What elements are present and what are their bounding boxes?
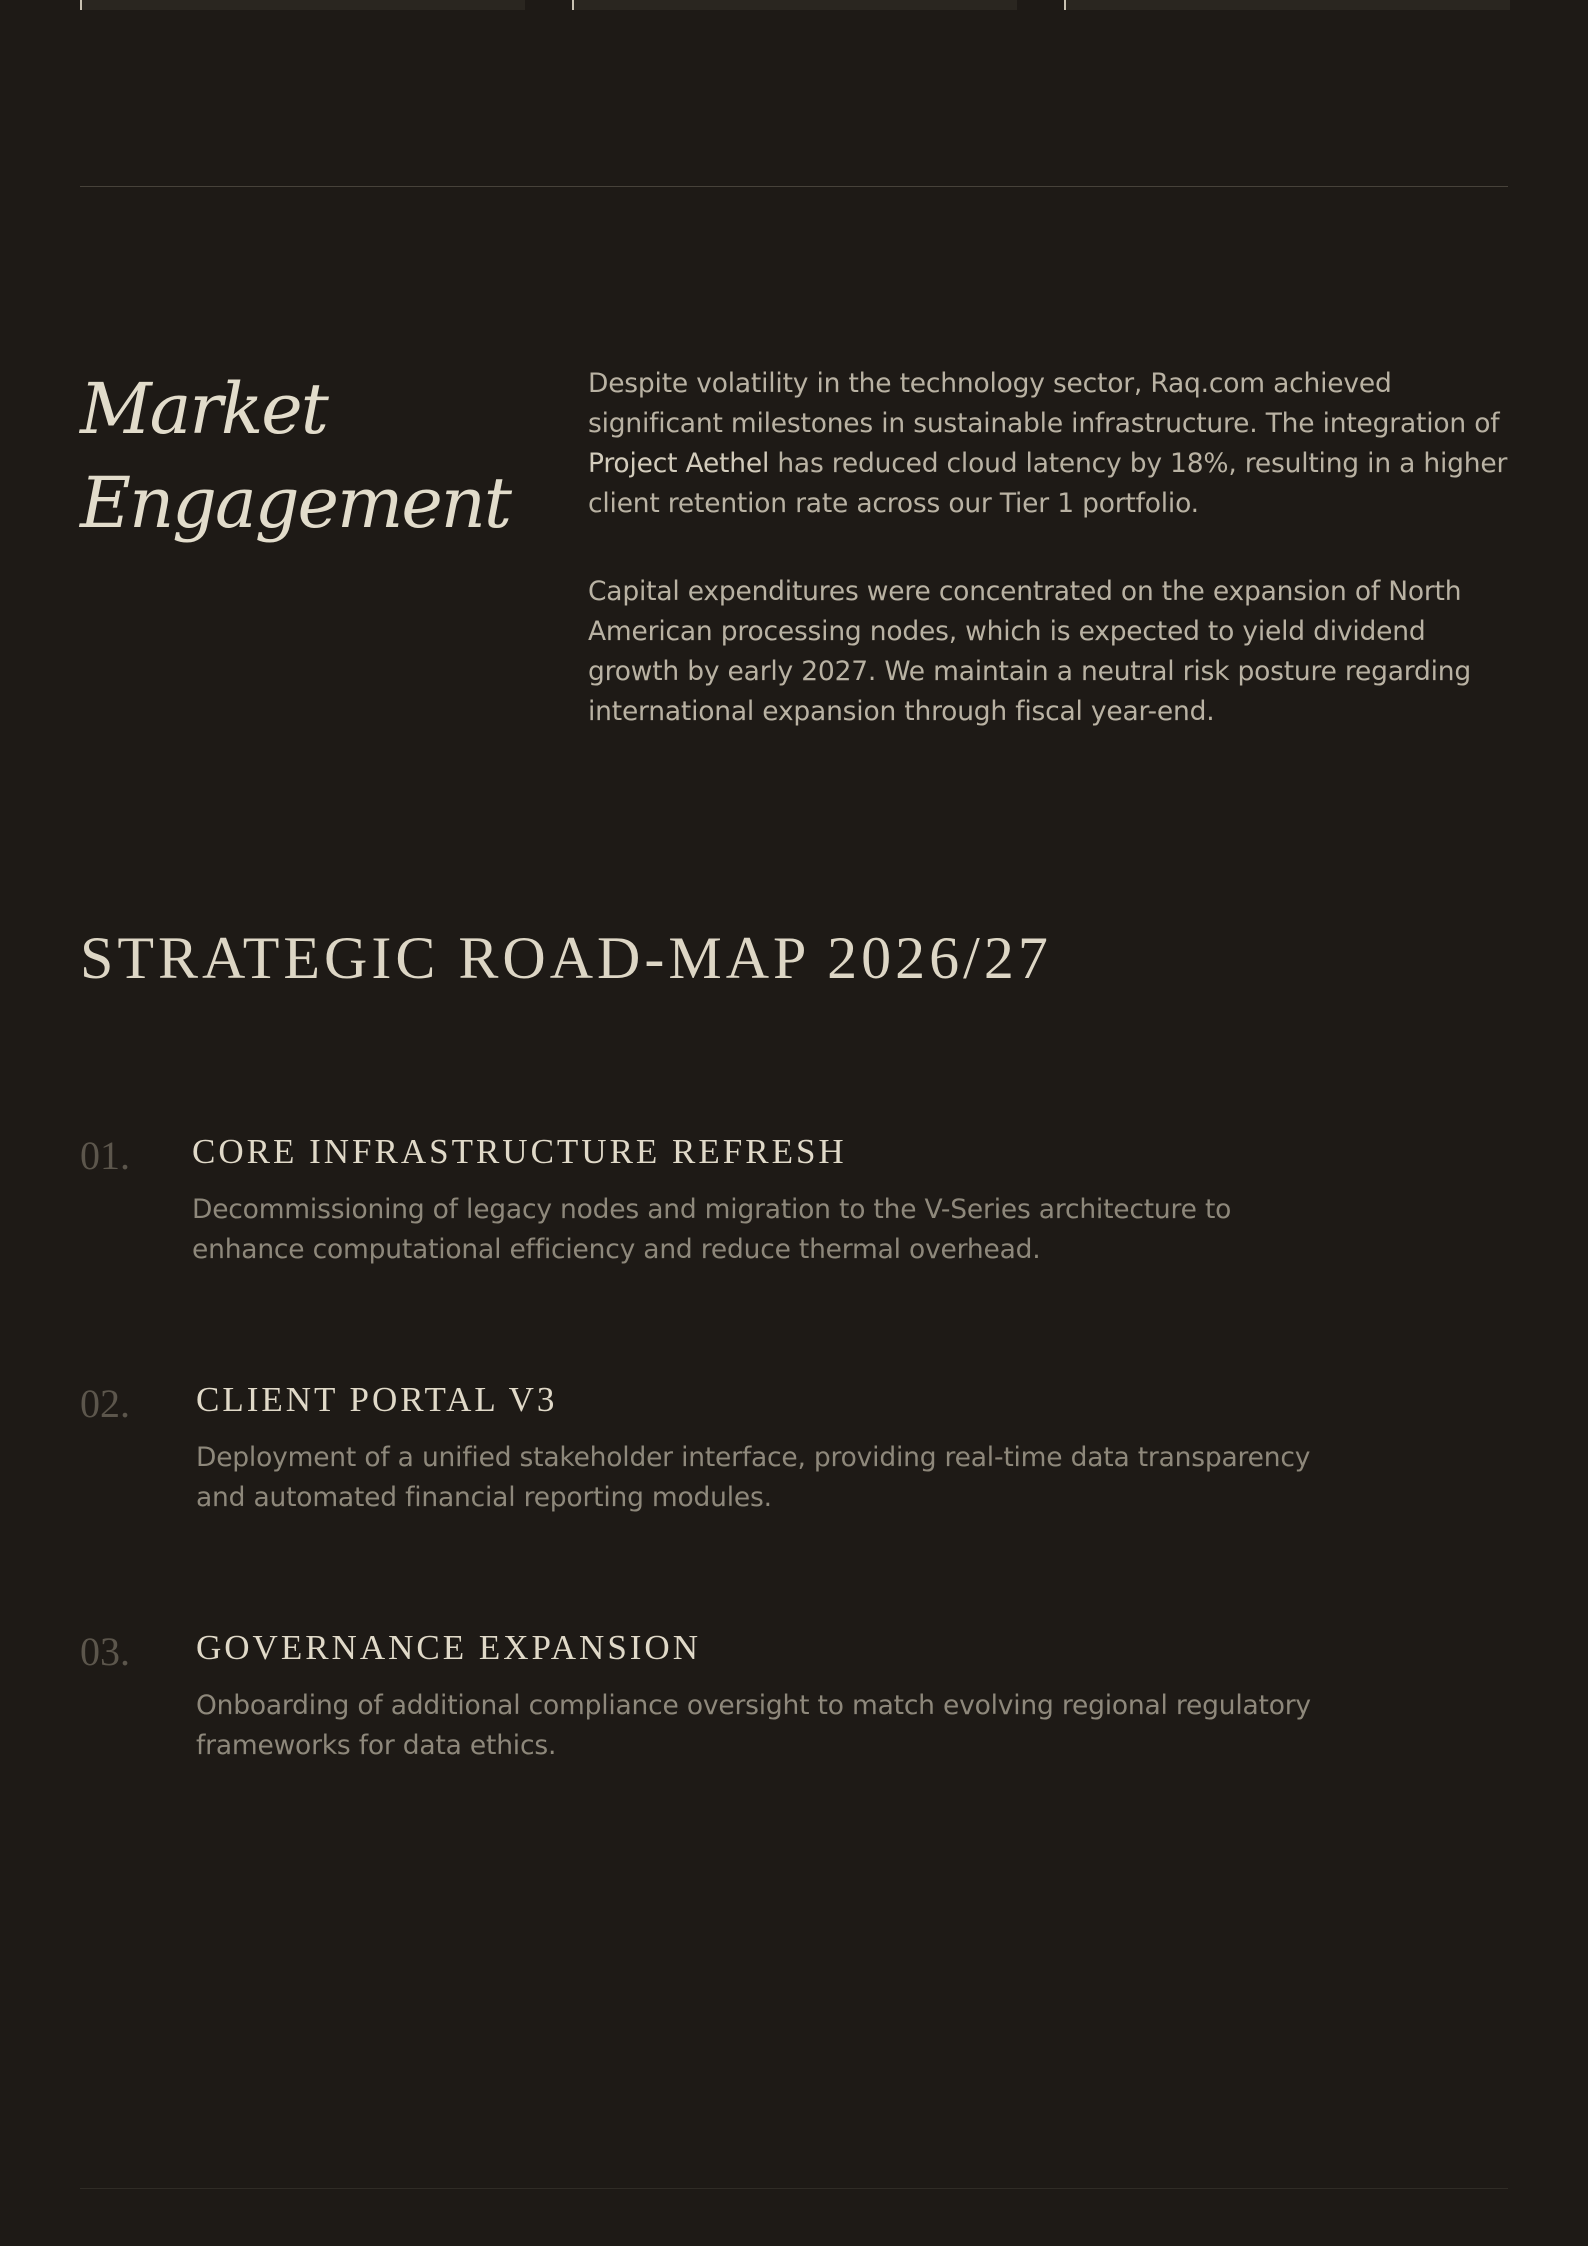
roadmap-item — [80, 1624, 1508, 1784]
summary-card-3 — [1064, 0, 1510, 10]
market-p1-text-a: Despite volatility in the technology sector, Raq.com achieved significant milestones in sustainable infrastructure. The integration of — [588, 368, 1500, 439]
market-engagement-title — [80, 362, 520, 550]
top-card-row — [80, 0, 1508, 10]
roadmap-item-number: 01. — [80, 1133, 130, 1178]
roadmap-item-heading: CORE INFRASTRUCTURE REFRESH — [192, 1132, 847, 1171]
market-title-line2: Engagement — [80, 462, 510, 544]
report-page — [80, 0, 1508, 2246]
summary-card-1 — [80, 0, 525, 10]
roadmap-item-heading: CLIENT PORTAL V3 — [196, 1380, 558, 1419]
roadmap-item — [80, 1128, 1508, 1288]
roadmap-item-content — [192, 1128, 1332, 1270]
footer-divider — [80, 2188, 1508, 2189]
roadmap-item-description: Deployment of a unified stakeholder interface, providing real-time data transparency and automated financial reporting modules. — [196, 1442, 1311, 1513]
roadmap-item-description: Decommissioning of legacy nodes and migration to the V-Series architecture to enhance computational efficiency and reduce thermal overhead. — [192, 1194, 1232, 1265]
project-aethel-highlight: Project Aethel — [588, 448, 770, 479]
roadmap-item-content — [196, 1624, 1336, 1766]
market-paragraph-2: Capital expenditures were concentrated on the expansion of North American processing nodes, which is expected to yield dividend growth by early 2027. We maintain a neutral risk posture regarding international expansion through fiscal year-end. — [588, 576, 1472, 727]
roadmap-item-description: Onboarding of additional compliance oversight to match evolving regional regulatory frameworks for data ethics. — [196, 1690, 1311, 1761]
summary-card-2 — [572, 0, 1017, 10]
roadmap-item-heading: GOVERNANCE EXPANSION — [196, 1628, 701, 1667]
roadmap-item — [80, 1376, 1508, 1536]
market-p1-text-b: has reduced cloud latency by 18%, resulting in a higher client retention rate across our Tier 1 portfolio. — [588, 448, 1508, 519]
market-engagement-body — [588, 364, 1508, 780]
market-title-line1: Market — [80, 368, 327, 450]
market-paragraph-1 — [588, 364, 1508, 524]
roadmap-item-number: 02. — [80, 1381, 130, 1426]
roadmap-item-content — [196, 1376, 1336, 1518]
roadmap-item-number: 03. — [80, 1629, 130, 1674]
section-divider — [80, 186, 1508, 187]
roadmap-title: STRATEGIC ROAD-MAP 2026/27 — [80, 925, 1052, 991]
